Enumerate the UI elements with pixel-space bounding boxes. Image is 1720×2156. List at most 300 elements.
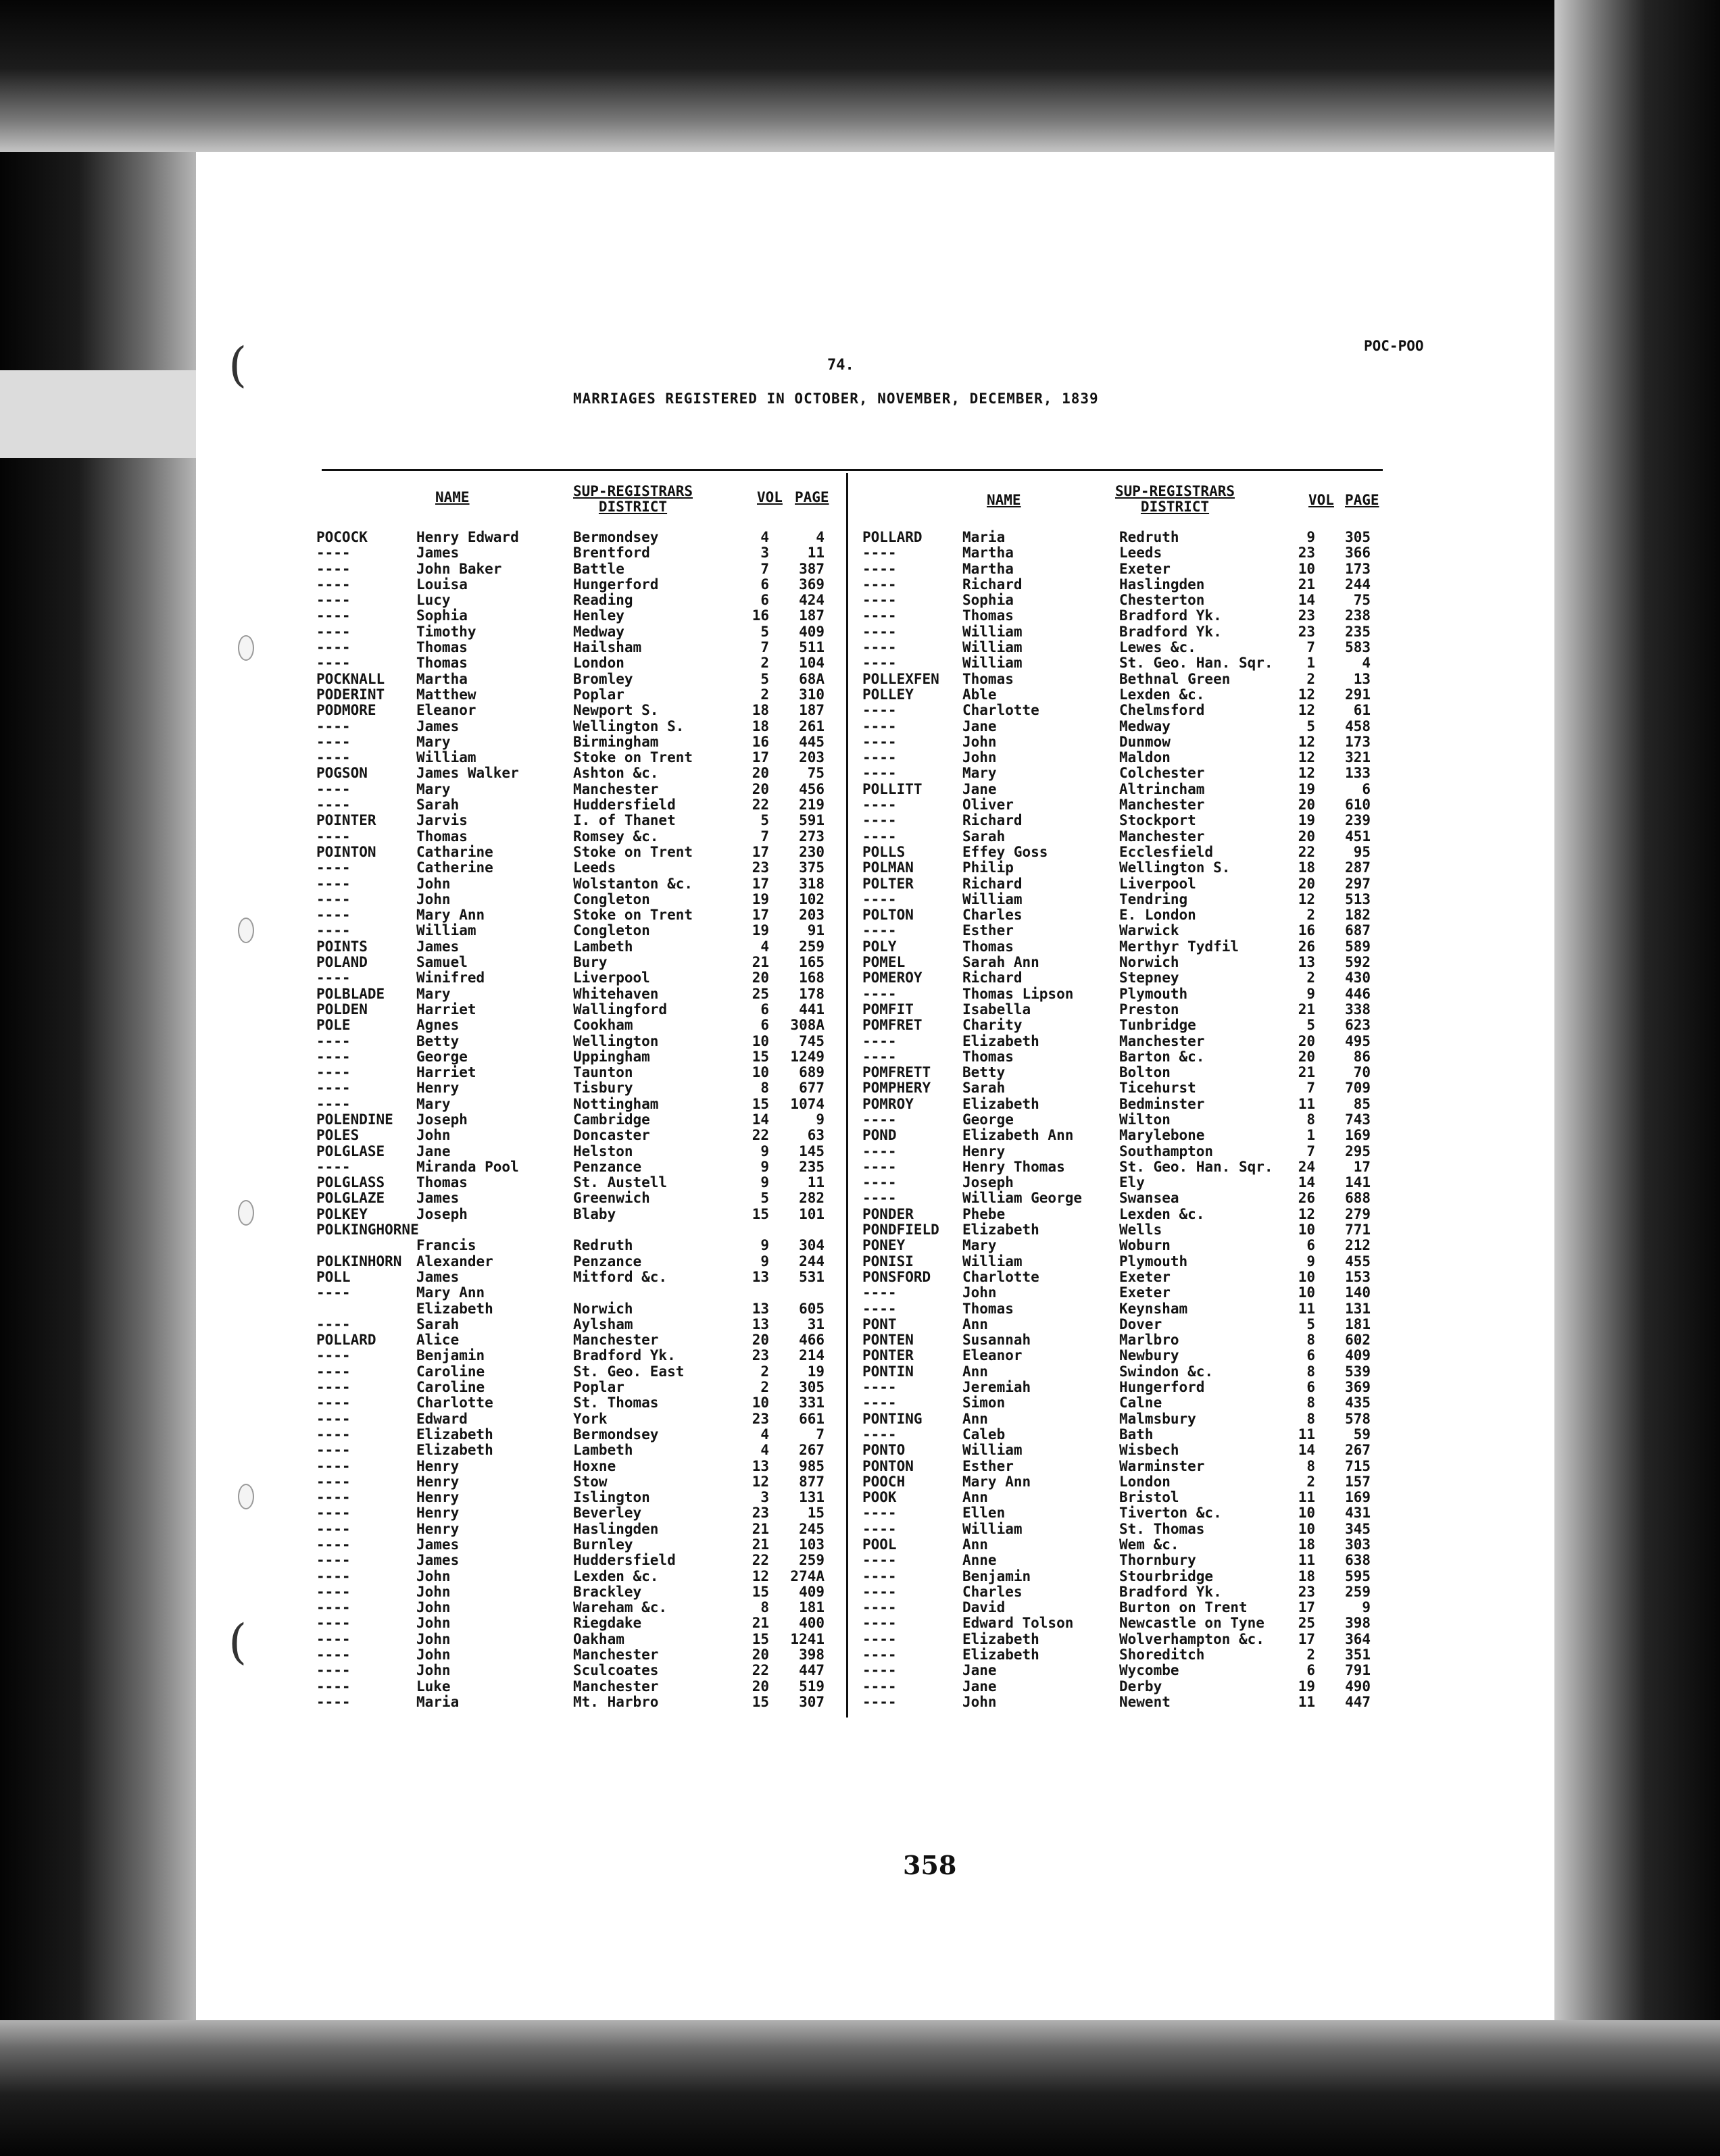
entry-surname: ---- (316, 749, 351, 766)
entry-district: Swindon &c. (1119, 1363, 1214, 1380)
entry-page: 877 (799, 1473, 825, 1490)
entry-page: 168 (799, 970, 825, 986)
entry-volume: 15 (752, 1583, 769, 1600)
entry-surname: ---- (316, 891, 351, 907)
entry-page: 169 (1345, 1127, 1371, 1144)
entry-volume: 2 (760, 1379, 769, 1396)
entry-district: Lexden &c. (573, 1568, 659, 1584)
entry-volume: 7 (1306, 639, 1315, 656)
entry-given-name: Richard (962, 970, 1023, 986)
entry-volume: 7 (760, 639, 769, 656)
entry-surname: ---- (316, 623, 351, 640)
entry-volume: 23 (1298, 1583, 1315, 1600)
entry-given-name: Benjamin (962, 1568, 1031, 1584)
entry-given-name: Henry (416, 1489, 460, 1506)
entry-page: 17 (1353, 1158, 1371, 1175)
entry-given-name: Alice (416, 1332, 460, 1349)
entry-surname: POOCH (862, 1473, 906, 1490)
entry-page: 445 (799, 733, 825, 750)
entry-volume: 10 (1298, 560, 1315, 577)
entry-district: Leeds (1119, 545, 1162, 561)
entry-surname: ---- (862, 1599, 897, 1616)
entry-surname: POLTER (862, 875, 914, 892)
entry-volume: 19 (1298, 1678, 1315, 1695)
entry-surname: ---- (862, 985, 897, 1002)
entry-volume: 8 (1306, 1111, 1315, 1128)
entry-district: Marlbro (1119, 1332, 1179, 1349)
entry-surname: ---- (316, 1315, 351, 1332)
entry-volume: 11 (1298, 1300, 1315, 1317)
entry-surname: POLKINGHORNE (316, 1222, 419, 1238)
binder-tab (0, 370, 203, 458)
entry-page: 61 (1353, 702, 1371, 719)
entry-page: 133 (1345, 765, 1371, 782)
entry-volume: 23 (752, 859, 769, 876)
entry-page: 19 (807, 1363, 825, 1380)
entry-page: 239 (1345, 812, 1371, 829)
entry-district: Colchester (1119, 765, 1205, 782)
entry-given-name: John (416, 1127, 451, 1144)
entry-volume: 20 (752, 780, 769, 797)
scan-border-top (0, 0, 1720, 152)
entry-surname: POLLARD (316, 1332, 376, 1349)
entry-surname: POLLS (862, 843, 906, 860)
entry-page: 11 (807, 545, 825, 561)
entry-page: 366 (1345, 545, 1371, 561)
entry-volume: 5 (1306, 718, 1315, 734)
entry-volume: 2 (760, 1363, 769, 1380)
entry-surname: ---- (316, 655, 351, 672)
entry-district: Woburn (1119, 1237, 1171, 1254)
entry-surname: PONT (862, 1315, 897, 1332)
entry-given-name: Jane (962, 1662, 997, 1679)
entry-given-name: Agnes (416, 1017, 460, 1034)
entry-page: 531 (799, 1268, 825, 1285)
entry-district: Islington (573, 1489, 650, 1506)
entry-surname: POLKINHORN (316, 1253, 402, 1270)
entry-page: 101 (799, 1205, 825, 1222)
entry-given-name: James (416, 1552, 460, 1569)
entry-given-name: Mary (416, 985, 451, 1002)
entry-volume: 20 (752, 970, 769, 986)
entry-district: Preston (1119, 1001, 1179, 1018)
entry-given-name: Catharine (416, 843, 493, 860)
entry-surname: ---- (862, 1552, 897, 1569)
entry-given-name: James (416, 1190, 460, 1207)
entry-given-name: Mary (962, 1237, 997, 1254)
entry-page: 1074 (790, 1095, 825, 1112)
entry-surname: POLES (316, 1127, 360, 1144)
entry-page: 70 (1353, 1064, 1371, 1081)
entry-volume: 14 (1298, 1442, 1315, 1459)
entry-surname: POLGLAZE (316, 1190, 385, 1207)
entry-volume: 20 (752, 765, 769, 782)
entry-volume: 8 (1306, 1395, 1315, 1411)
entry-volume: 21 (752, 1536, 769, 1553)
entry-district: Tisbury (573, 1080, 633, 1097)
entry-given-name: Ellen (962, 1505, 1006, 1522)
entry-volume: 17 (752, 843, 769, 860)
scan-border-left (0, 0, 196, 2156)
entry-district: Bolton (1119, 1064, 1171, 1081)
entry-district: Bethnal Green (1119, 670, 1231, 687)
entry-given-name: Esther (962, 922, 1014, 939)
entry-volume: 1 (1306, 655, 1315, 672)
entry-volume: 26 (1298, 1190, 1315, 1207)
entry-page: 103 (799, 1536, 825, 1553)
entry-surname: ---- (316, 576, 351, 593)
entry-page: 318 (799, 875, 825, 892)
entry-volume: 2 (1306, 970, 1315, 986)
entry-page: 261 (799, 718, 825, 734)
entry-surname: PONISI (862, 1253, 914, 1270)
entry-district: Romsey &c. (573, 828, 659, 845)
entry-given-name: Edward (416, 1410, 468, 1427)
entry-page: 446 (1345, 985, 1371, 1002)
entry-given-name: Oliver (962, 797, 1014, 813)
entry-surname: ---- (316, 1080, 351, 1097)
entry-volume: 8 (1306, 1457, 1315, 1474)
entry-volume: 12 (752, 1473, 769, 1490)
entry-given-name: Richard (962, 576, 1023, 593)
entry-district: Huddersfield (573, 1552, 676, 1569)
entry-volume: 6 (760, 592, 769, 609)
entry-page: 511 (799, 639, 825, 656)
entry-district: St. Thomas (1119, 1520, 1205, 1537)
entry-surname: ---- (316, 1647, 351, 1663)
entry-surname: ---- (316, 1095, 351, 1112)
entry-district: Wellington S. (1119, 859, 1231, 876)
entry-volume: 7 (760, 828, 769, 845)
entry-given-name: Joseph (416, 1111, 468, 1128)
entry-surname: ---- (862, 1190, 897, 1207)
entry-surname: POLMAN (862, 859, 914, 876)
entry-given-name: John (962, 733, 997, 750)
entry-volume: 26 (1298, 938, 1315, 955)
entry-given-name: Sarah Ann (962, 954, 1039, 971)
entry-given-name: Jane (962, 780, 997, 797)
entry-given-name: Henry (416, 1080, 460, 1097)
entry-district: Stoke on Trent (573, 749, 693, 766)
entry-page: 287 (1345, 859, 1371, 876)
header-district-right (1115, 484, 1235, 515)
entry-district: Wycombe (1119, 1662, 1179, 1679)
entry-given-name: Lucy (416, 592, 451, 609)
entry-given-name: Martha (962, 560, 1014, 577)
entry-surname: ---- (862, 607, 897, 624)
entry-volume: 10 (1298, 1520, 1315, 1537)
entry-volume: 11 (1298, 1552, 1315, 1569)
entry-page: 605 (799, 1300, 825, 1317)
entry-page: 307 (799, 1693, 825, 1710)
entry-given-name: Mary Ann (416, 907, 485, 924)
entry-district: Bradford Yk. (573, 1347, 676, 1364)
entry-given-name: James (416, 1536, 460, 1553)
entry-volume: 9 (760, 1158, 769, 1175)
entry-surname: ---- (316, 875, 351, 892)
entry-given-name: Sarah (962, 1080, 1006, 1097)
entry-surname: ---- (316, 1678, 351, 1695)
entry-given-name: Elizabeth (962, 1630, 1039, 1647)
entry-volume: 23 (1298, 545, 1315, 561)
entry-given-name: Jeremiah (962, 1379, 1031, 1396)
entry-volume: 20 (752, 1647, 769, 1663)
entry-district: Medway (573, 623, 624, 640)
entry-page: 409 (799, 1583, 825, 1600)
entry-district: Ticehurst (1119, 1080, 1196, 1097)
entry-page: 1241 (790, 1630, 825, 1647)
entry-district: Liverpool (1119, 875, 1196, 892)
entry-page: 15 (807, 1505, 825, 1522)
entry-volume: 20 (752, 1332, 769, 1349)
entry-surname: PONDER (862, 1205, 914, 1222)
entry-page: 153 (1345, 1268, 1371, 1285)
entry-given-name: Sarah (416, 1315, 460, 1332)
entry-surname: ---- (316, 1395, 351, 1411)
entry-given-name: Mary Ann (416, 1284, 485, 1301)
entry-surname: ---- (862, 1520, 897, 1537)
entry-district: Lambeth (573, 938, 633, 955)
entry-given-name: Thomas (962, 1048, 1014, 1065)
entry-volume: 8 (760, 1599, 769, 1616)
header-district-line2: DISTRICT (1140, 499, 1210, 515)
entry-page: 235 (799, 1158, 825, 1175)
page-code: POC-POO (1364, 338, 1424, 354)
entry-given-name: Joseph (962, 1174, 1014, 1191)
entry-district: Lewes &c. (1119, 639, 1196, 656)
entry-volume: 13 (752, 1315, 769, 1332)
entry-volume: 17 (1298, 1630, 1315, 1647)
entry-surname: ---- (862, 576, 897, 593)
entry-page: 424 (799, 592, 825, 609)
entry-page: 589 (1345, 938, 1371, 955)
entry-given-name: Thomas (962, 1300, 1014, 1317)
entry-page: 661 (799, 1410, 825, 1427)
entry-page: 297 (1345, 875, 1371, 892)
entry-page: 273 (799, 828, 825, 845)
entry-district: Beverley (573, 1505, 642, 1522)
entry-given-name: Samuel (416, 954, 468, 971)
entry-surname: ---- (316, 639, 351, 656)
entry-given-name: Elizabeth (416, 1426, 493, 1443)
entry-volume: 19 (1298, 780, 1315, 797)
entry-volume: 6 (760, 1017, 769, 1034)
entry-volume: 5 (760, 670, 769, 687)
entry-surname: POGSON (316, 765, 368, 782)
entry-surname: ---- (316, 1158, 351, 1175)
entry-page: 295 (1345, 1143, 1371, 1159)
entry-page: 709 (1345, 1080, 1371, 1097)
entry-surname: ---- (316, 1583, 351, 1600)
entry-page: 375 (799, 859, 825, 876)
entry-page: 259 (799, 938, 825, 955)
entry-surname: PONTEN (862, 1332, 914, 1349)
entry-volume: 19 (1298, 812, 1315, 829)
entry-page: 539 (1345, 1363, 1371, 1380)
entry-surname: ---- (316, 1662, 351, 1679)
entry-volume: 9 (1306, 1253, 1315, 1270)
entry-volume: 12 (752, 1568, 769, 1584)
entry-district: Taunton (573, 1064, 633, 1081)
entry-volume: 8 (1306, 1410, 1315, 1427)
entry-district: Lambeth (573, 1442, 633, 1459)
entry-district: Mt. Harbro (573, 1693, 659, 1710)
entry-district: Manchester (1119, 1032, 1205, 1049)
entry-volume: 21 (752, 954, 769, 971)
page-number-bottom: 358 (903, 1850, 957, 1880)
entry-surname: ---- (862, 702, 897, 719)
entry-district: Bristol (1119, 1489, 1179, 1506)
entry-district: Medway (1119, 718, 1171, 734)
entry-volume: 2 (1306, 1473, 1315, 1490)
entry-given-name: David (962, 1599, 1006, 1616)
entry-given-name: Charlotte (962, 1268, 1039, 1285)
entry-surname: POMPHERY (862, 1080, 931, 1097)
entry-page: 364 (1345, 1630, 1371, 1647)
entry-district: Bury (573, 954, 608, 971)
entry-given-name: Eleanor (416, 702, 476, 719)
entry-page: 687 (1345, 922, 1371, 939)
entry-given-name: Matthew (416, 686, 476, 703)
entry-given-name: William (962, 891, 1023, 907)
entry-district: Chelmsford (1119, 702, 1205, 719)
entry-district: Tunbridge (1119, 1017, 1196, 1034)
entry-volume: 11 (1298, 1489, 1315, 1506)
entry-surname: ---- (862, 765, 897, 782)
margin-bracket-mark: ( (228, 337, 247, 393)
entry-surname: PODERINT (316, 686, 385, 703)
entry-district: Swansea (1119, 1190, 1179, 1207)
entry-page: 578 (1345, 1410, 1371, 1427)
entry-given-name: James (416, 1268, 460, 1285)
entry-district: London (573, 655, 624, 672)
entry-volume: 23 (752, 1505, 769, 1522)
entry-surname: ---- (862, 1568, 897, 1584)
entry-given-name: Sophia (416, 607, 468, 624)
entry-volume: 6 (1306, 1347, 1315, 1364)
entry-page: 181 (799, 1599, 825, 1616)
entry-given-name: Elizabeth (962, 1647, 1039, 1663)
entry-district: Shoreditch (1119, 1647, 1205, 1663)
entry-given-name: William (962, 1442, 1023, 1459)
header-district-line1: SUP-REGISTRARS (1115, 483, 1235, 499)
entry-surname: ---- (862, 560, 897, 577)
entry-district: Liverpool (573, 970, 650, 986)
entry-volume: 22 (1298, 843, 1315, 860)
entry-district: Manchester (573, 1647, 659, 1663)
entry-surname: POMFIT (862, 1001, 914, 1018)
entry-page: 321 (1345, 749, 1371, 766)
entry-surname: ---- (316, 780, 351, 797)
entry-surname: PONDFIELD (862, 1222, 939, 1238)
entry-given-name: Mary Ann (962, 1473, 1031, 1490)
entry-page: 173 (1345, 733, 1371, 750)
entry-given-name: Ann (962, 1315, 988, 1332)
punch-hole (238, 918, 254, 943)
entry-volume: 22 (752, 1552, 769, 1569)
entry-surname: ---- (316, 1473, 351, 1490)
entry-given-name: Elizabeth (962, 1032, 1039, 1049)
entry-given-name: John (962, 1284, 997, 1301)
entry-page: 345 (1345, 1520, 1371, 1537)
entry-surname: PONEY (862, 1237, 906, 1254)
entry-surname: ---- (316, 1599, 351, 1616)
entry-volume: 15 (752, 1048, 769, 1065)
entry-page: 203 (799, 749, 825, 766)
entry-district: Tendring (1119, 891, 1188, 907)
entry-volume: 9 (1306, 985, 1315, 1002)
entry-page: 173 (1345, 560, 1371, 577)
entry-volume: 23 (752, 1347, 769, 1364)
entry-given-name: Anne (962, 1552, 997, 1569)
entry-surname: POLLITT (862, 780, 923, 797)
entry-given-name: Charity (962, 1017, 1023, 1034)
entry-district: Keynsham (1119, 1300, 1188, 1317)
entry-surname: POLBLADE (316, 985, 385, 1002)
entry-given-name: James (416, 545, 460, 561)
entry-district: Redruth (573, 1237, 633, 1254)
entry-district: Ashton &c. (573, 765, 659, 782)
entry-surname: ---- (316, 733, 351, 750)
entry-district: Newent (1119, 1693, 1171, 1710)
entry-surname: ---- (862, 718, 897, 734)
entry-page: 447 (1345, 1693, 1371, 1710)
entry-surname: ---- (862, 1630, 897, 1647)
entry-district: Warwick (1119, 922, 1179, 939)
entry-page: 456 (799, 780, 825, 797)
entry-surname: ---- (862, 592, 897, 609)
entry-page: 9 (816, 1111, 825, 1128)
scan-border-bottom (0, 2020, 1720, 2156)
entry-surname: ---- (316, 859, 351, 876)
entry-page: 63 (807, 1127, 825, 1144)
entry-surname: ---- (316, 545, 351, 561)
entry-surname: ---- (862, 1615, 897, 1632)
entry-district: Hailsham (573, 639, 642, 656)
entry-district: Bromley (573, 670, 633, 687)
entry-given-name: Luke (416, 1678, 451, 1695)
entry-page: 610 (1345, 797, 1371, 813)
entry-district: Huddersfield (573, 797, 676, 813)
entry-district: Calne (1119, 1395, 1162, 1411)
entry-volume: 5 (760, 1190, 769, 1207)
entry-page: 68A (799, 670, 825, 687)
entry-district: Wolverhampton &c. (1119, 1630, 1264, 1647)
entry-volume: 11 (1298, 1426, 1315, 1443)
entry-volume: 6 (760, 1001, 769, 1018)
entry-given-name: Thomas (416, 828, 468, 845)
header-page-right: PAGE (1345, 492, 1379, 508)
entry-page: 743 (1345, 1111, 1371, 1128)
entry-surname: POMFRET (862, 1017, 923, 1034)
entry-surname: POLDEN (316, 1001, 368, 1018)
entry-page: 771 (1345, 1222, 1371, 1238)
entry-given-name: Harriet (416, 1001, 476, 1018)
entry-district: Henley (573, 607, 624, 624)
entry-volume: 8 (1306, 1363, 1315, 1380)
entry-volume: 2 (760, 655, 769, 672)
entry-surname: ---- (862, 1174, 897, 1191)
entry-page: 140 (1345, 1284, 1371, 1301)
entry-district: Barton &c. (1119, 1048, 1205, 1065)
entry-surname: ---- (316, 1568, 351, 1584)
entry-district: Brentford (573, 545, 650, 561)
entry-district: Merthyr Tydfil (1119, 938, 1239, 955)
entry-surname: PONTER (862, 1347, 914, 1364)
entry-volume: 17 (752, 907, 769, 924)
entry-volume: 21 (752, 1520, 769, 1537)
entry-volume: 6 (1306, 1662, 1315, 1679)
